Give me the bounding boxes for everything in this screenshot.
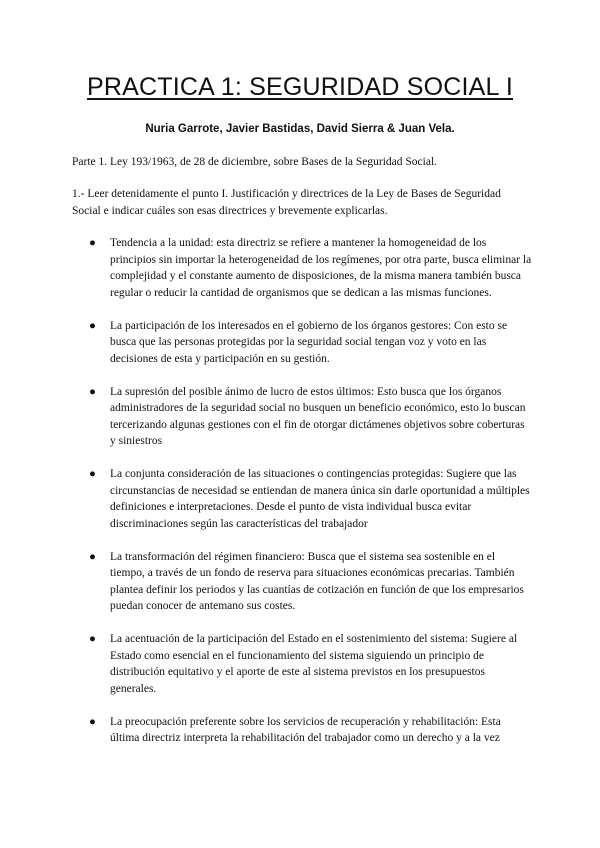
bullet-icon: ● [89, 468, 96, 480]
list-item-text: La conjunta consideración de las situaciones o contingencias protegidas: Sugiere que las circunstancias de necesidad se entiendan de manera única sin darle oportunidad a múltiples definiciones e interpretaciones. Desde el punto de vista individual busca evitar discriminaciones según las características del trabajador [110, 468, 530, 530]
list-item [72, 384, 532, 450]
page-title: PRACTICA 1: SEGURIDAD SOCIAL I [86, 73, 513, 101]
authors-line: Nuria Garrote, Javier Bastidas, David Sierra & Juan Vela. [145, 123, 455, 135]
part-heading: Parte 1. Ley 193/1963, de 28 de diciembre, sobre Bases de la Seguridad Social. [72, 156, 438, 168]
list-item-text: La preocupación preferente sobre los servicios de recuperación y rehabilitación: Esta última directriz interpreta la rehabilitación del trabajador como un derecho y a la vez [110, 715, 501, 744]
list-item [72, 631, 532, 697]
bullet-icon: ● [89, 319, 96, 332]
bullet-icon: ● [89, 385, 96, 398]
list-item-text: La supresión del posible ánimo de lucro de estos últimos: Esto busca que los órganos administradores de la seguridad social no busquen un beneficio económico, esto lo buscan tercerizando algunas gestiones con el fin de otorgar dictámenes objetivos sobre coberturas y siniestros [110, 385, 526, 447]
list-item [72, 714, 532, 747]
list-item-text: La transformación del régimen financiero: Busca que el sistema sea sostenible en el tiempo, a través de un fondo de reserva para situaciones económicas precarias. También plantea definir los periodos y las cuantías de cotización en función de que los empresarios puedan conocer de antemano sus costes. [110, 550, 524, 612]
list-item [72, 235, 532, 301]
list-item-text: La acentuación de la participación del Estado en el sostenimiento del sistema: Sugiere al Estado como esencial en el funcionamiento del sistema siguiendo un principio de distribución equitativo y el aporte de este al sistema previstos en los presupuestos generales. [110, 633, 518, 695]
list-item [72, 549, 532, 615]
directives-list [72, 235, 532, 763]
bullet-icon: ● [89, 237, 96, 249]
bullet-icon: ● [89, 550, 96, 563]
bullet-icon: ● [89, 715, 96, 728]
list-item-text: La participación de los interesados en el gobierno de los órganos gestores: Con esto se busca que las personas protegidas por la seguridad social tengan voz y voto en las decisiones de esta y participación en su gestión. [110, 319, 508, 365]
list-item [72, 318, 532, 368]
bullet-icon: ● [89, 633, 96, 645]
list-item-text: Tendencia a la unidad: esta directriz se refiere a mantener la homogeneidad de los principios sin importar la heterogeneidad de los regímenes, por otra parte, busca eliminar la complejidad y el constante aumento de disposiciones, de la misma manera también busca regular o reducir la cantidad de organismos que se dedican a las mismas funciones. [110, 237, 532, 299]
question-text: 1.- Leer detenidamente el punto I. Justificación y directrices de la Ley de Bases de Seguridad Social e indicar cuáles son esas directrices y brevemente explicarlas. [72, 188, 501, 217]
list-item [72, 466, 532, 532]
